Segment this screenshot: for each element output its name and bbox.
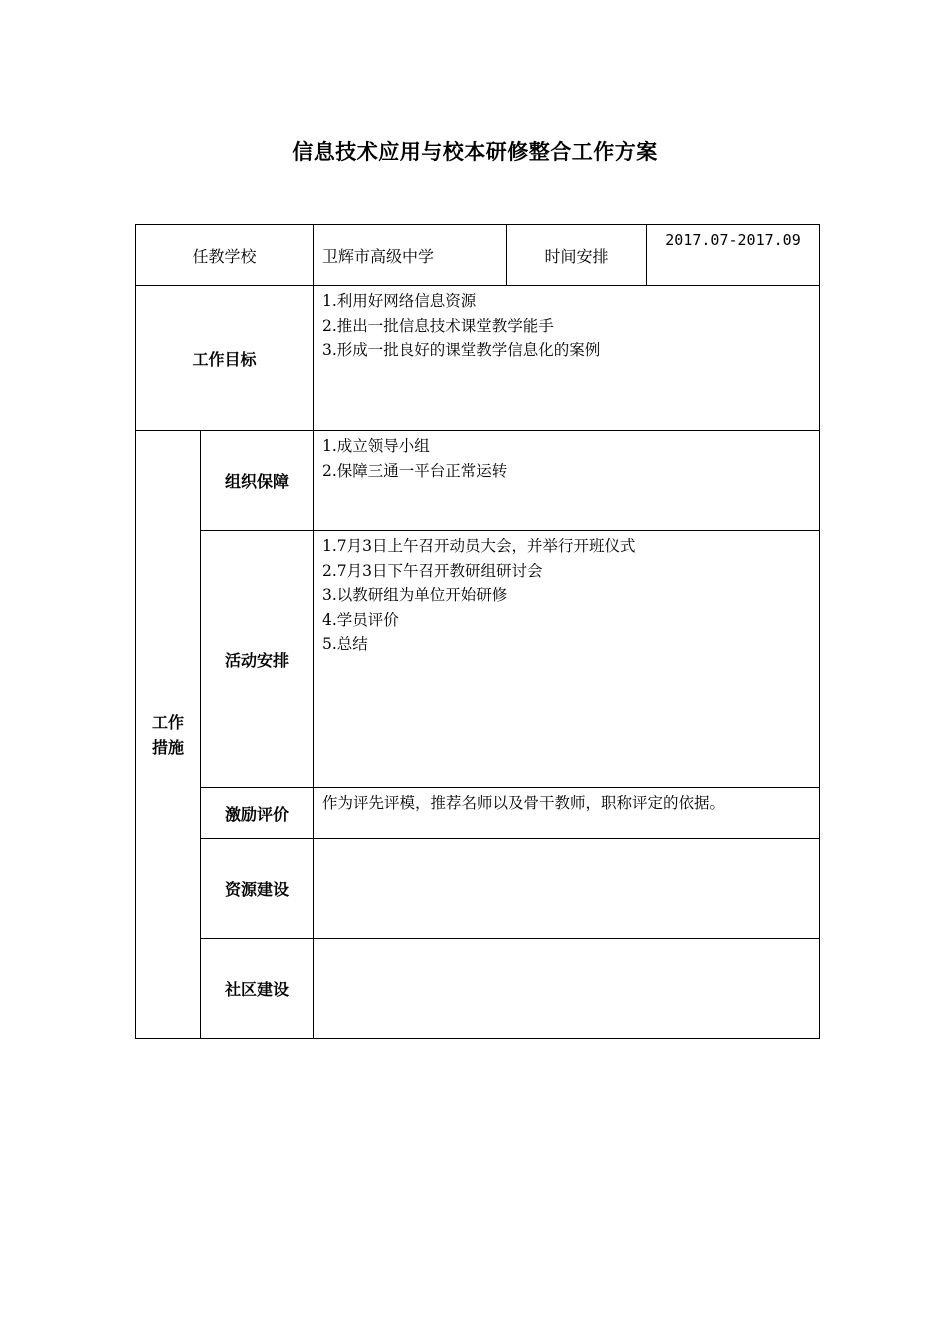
organization-row: [136, 431, 820, 531]
organization-item: 2.保障三通一平台正常运转: [322, 461, 508, 480]
plan-table: [135, 224, 820, 1039]
schedule-label: 时间安排: [507, 225, 647, 286]
activities-row: [136, 531, 820, 788]
school-label: 任教学校: [136, 225, 314, 286]
activity-item: 3.以教研组为单位开始研修: [322, 586, 508, 604]
header-row: [136, 225, 820, 286]
activities-content: [314, 531, 820, 788]
resources-row: [136, 839, 820, 939]
measures-label: [136, 431, 201, 1039]
resources-label: 资源建设: [201, 839, 314, 939]
goal-item: 1.利用好网络信息资源: [322, 292, 477, 310]
organization-label: 组织保障: [201, 431, 314, 531]
organization-content: [314, 431, 820, 531]
goals-label: 工作目标: [136, 286, 314, 431]
measures-label-line1: 工作: [151, 712, 184, 732]
goals-content: [314, 286, 820, 431]
incentive-row: [136, 788, 820, 839]
goal-item: 3.形成一批良好的课堂教学信息化的案例: [322, 341, 601, 359]
goal-item: 2.推出一批信息技术课堂教学能手: [322, 316, 554, 335]
activities-label: 活动安排: [201, 531, 314, 788]
community-content: [314, 939, 820, 1039]
measures-label-line2: 措施: [151, 737, 184, 757]
incentive-content: 作为评先评模，推荐名师以及骨干教师，职称评定的依据。: [314, 788, 820, 839]
activity-item: 5.总结: [322, 635, 368, 653]
resources-content: [314, 839, 820, 939]
activity-item: 2.7月3日下午召开教研组研讨会: [322, 561, 543, 580]
goals-row: [136, 286, 820, 431]
incentive-label: 激励评价: [201, 788, 314, 839]
organization-item: 1.成立领导小组: [322, 437, 430, 455]
school-value: 卫辉市高级中学: [314, 225, 507, 286]
page-title: 信息技术应用与校本研修整合工作方案: [292, 140, 658, 164]
community-row: [136, 939, 820, 1039]
community-label: 社区建设: [201, 939, 314, 1039]
activity-item: 1.7月3日上午召开动员大会，并举行开班仪式: [322, 537, 636, 555]
schedule-value: 2017.07-2017.09: [647, 225, 820, 286]
activity-item: 4.学员评价: [322, 610, 399, 629]
